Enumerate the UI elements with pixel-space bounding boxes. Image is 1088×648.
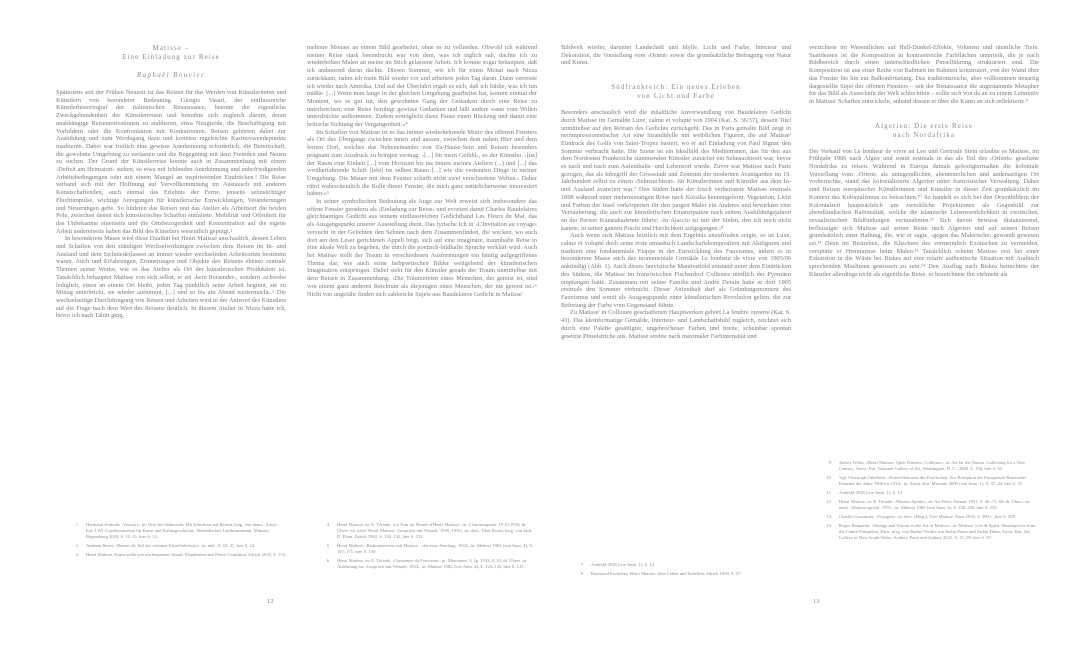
section-heading-line: Südfrankreich: Ein neues Erleben: [611, 83, 741, 92]
section-heading: [561, 83, 791, 101]
footnote-text: Raymond Escholier, Henri Matisse. Sein Leben und Schaffen, Zürich 1958, S. 37.: [591, 571, 742, 576]
footnote: [56, 522, 286, 540]
paragraph: mehrere Monate an einem Bild gearbeitet, ohne es zu vollenden. Obwohl ich während meiner Reise stark beeindruckt war von dem, was ich täglich sah, dachte ich zu wiederholten Malen an meine im Stich gelassene Arbeit. Ich konnte sogar behaupten, daß ich andauernd daran dachte. Diesen Sommer, wie ich für einen Monat nach Nizza zurückkam, nahm ich mein Bild wieder vor und arbeitete jeden Tag daran. Dann verreiste ich wieder nach Amerika. Und auf der Überfahrt ergab es sich, daß ich fühlte, was ich tun müßte. [...] Wenn man lange in der gleichen Umgebung gearbeitet hat, kommt einmal der Moment, wo es gut tut, den gewohnten Gang der Gedanken durch eine Reise zu unterbrechen; eine Reise beruhigt gewisse Gedanken und läßt andere sonst vom Willen unterdrückte aufkommen. Zudem ermöglicht diese Pause einen Rückzug und damit eine kritische Sichtung der Vergangenheit.«⁴: [307, 44, 537, 129]
footnote-text: Henri Matisse, Kunst sollte wie ein bequemer Sessel. Plaudereien mit Pierre Courthion, Zürich 2018, S. 174.: [86, 552, 286, 557]
footnote-text: Arnhold 2018 (wie Anm. 1), S. 13.: [839, 490, 904, 495]
footnote-number: 10: [826, 475, 831, 480]
footnote: [307, 558, 537, 570]
footnote: [809, 460, 1039, 472]
paragraph: In besonderem Masse wird diese Dualität bei Henri Matisse anschaulich, dessen Leben und Schaffen von den ständigen Wechselwirkungen zwischen dem Reisen im In- und Ausland und dem Sichniederlassen an immer wieder wechselnden Arbeitsorten bestimmt waren. Auch und Erfahrungen, Erinnerungen und Objekte des Reisens ebenso zentrale Themen seiner Werke, wie es das Atelier als Ort der künstlerischen Produktion ist. Tatsächlich behauptet Matisse von sich selbst, er sei ›kein Reisender‹, sondern ›schwebe lediglich, einen an einem Ort bleibt, jeden Tag pünktlich seine Arbeit beginnt, sie zu Mittag unterbricht, sie wieder aufnimmt, [...] und so bis am Abend weitermacht‹.³ Die wechselseitige Durchdringung von Reisen und Arbeiten wird in der Antwort des Künstlers auf die Frage nach dem Wert des Reisens deutlich. In diesem Atelier in Nizza hatte ich, bevor ich nach Tahiti ging,: [56, 235, 286, 320]
footnote-number: 11: [826, 490, 831, 495]
paragraph: Bildwelt wieder, darunter Landschaft und Idylle, Licht und Farbe, Interieur und Dekoration, die Vorstellung vom ›Orient‹ sowie die grundsätzliche Befragung von Natur und Kunst.: [561, 44, 791, 67]
footnote-number: 5: [326, 543, 329, 548]
paragraph: In seiner symbolischen Bedeutung als Auge zur Welt erweist sich insbesondere das offene Fenster geradezu als ›Einladung zur Reise‹ und evoziert damit Charles Baudelaires gleichnamiges Gedicht aus seinem einflussreichen Gedichtband Les Fleurs du Mal, das als Ausgangspunkt unserer Ausstellung dient. Das lyrische Ich in ›L'Invitation au voyage‹ versucht in der Geliebten den Sehnen nach dem Zusammenfinden, die wecken, wo auch dort am den Leser gerichteten Appell birgt, sich auf eine imaginäre, traumhafte Reise in eine ideale Welt zu begeben, die durch die poetisch-bildhafte Sprache verklärt wird. Auch bei Matisse stellt der Traum in verschiedenen Ausformungen ein häufig aufgegriffenes Thema dar, wie auch seine farbpoetischen Bilder weitgehend der künstlerischen Imagination entspringen. Dabei steht für den Künstler gerade der Traum unmittelbar mit dem Reisen in Zusammenhang: ›Die Träumereien eines Menschen, der gereist ist, sind von einem ganz anderen Reichtum als diejenigen eines Menschen, der nie gereist ist.‹⁶ Nicht von ungefähr finden sich zahlreiche Sujets aus Baudelaires Gedicht in Matisse': [307, 198, 537, 298]
footnote-number: 4: [326, 522, 329, 527]
footnote: [809, 523, 1039, 541]
paragraph: Im Schaffen von Matisse ist es das immer wiederkehrende Motiv des offenen Fensters als Ort des Übergangs zwischen innen und aussen, zwischen dem nahen Hier und dem fernen Dort, welches das Nebeneinander von Zu-Hause-Sein und Reisen besonders prägnant zum Ausdruck zu bringen vermag: ›[...] für mein Gefühl‹, so der Künstler, ›[ist] der Raum eine Einheit [...] vom Horizont bis ins Innere meines Ateliers (...) und [...] das vorüberfahrende Schiff [lebt] im selben Raum [...] wie die vertrauten Dinge in meiner Umgebung. Die Mauer mit dem Fenster schafft nicht zwei verschiedene Welten.‹ Daher rührt wahrscheinlich die Rolle dieser Fenster, die mich ganz natürlicherweise interessiert haben.«⁵: [307, 128, 537, 198]
footnotes-column-2: [307, 522, 537, 573]
article-heading: [56, 44, 286, 80]
footnote-text: Hermann Arnhold, ›Vorwort‹, in: Orte der Sehnsucht. Mit Künstlern auf Reisen, hrsg. von dems., Ausst.-Kat. LWL-Landesmuseum für Kunst und Kulturgeschichte, Westfälisches Landesmuseum, Münster, Regensburg 2018, S. 12–15, hier S. 12.: [86, 522, 279, 539]
footnote: [561, 562, 791, 568]
footnote-number: 13: [826, 514, 831, 519]
footnote-text: Henri Matisse, ›Radiointerview mit Matisse – das erste Sendung, 1942‹, in: Matisse 1982 (wie Anm. 4), S. 167–171, hier S. 150.: [337, 543, 533, 554]
section-heading-line: von Licht und Farbe: [637, 92, 715, 101]
footnote: [809, 475, 1039, 487]
footnote-text: Arnhold 2018 (wie Anm. 1), S. 14.: [591, 562, 656, 567]
footnote-number: 9: [828, 460, 831, 465]
article-subtitle: Eine Einladung zur Reise: [122, 53, 220, 61]
footnote: [56, 543, 286, 549]
footnote-text: Henri Matisse, in: E. Tériade, ›Constance du Fauvisme‹, in: Minotaure, 3, Jg. 1933, 9, 10; dt. Übers. in Anlehnung an: ›Gespräch mit Tériade, 1933‹, in: Matisse 1982 (wie Anm. 4), S. 124–126, hier S. 125.: [337, 558, 526, 569]
footnote: [809, 499, 1039, 511]
footnotes-column-1: [56, 522, 286, 561]
footnote: [307, 543, 537, 555]
paragraph: Auch wenn sich Matisse letztlich mit dem Ergebnis unzufrieden zeigte, so ist Luxe, calme et volupté doch seine erste atmadisch Landschaftskomposition mit Aktfiguren und markiert eine fundamentale Etappe in der Entwicklung des Fauvismus, indem es in besonderem Masse auch das monumentale Gemälde Le bonheur de vivre von 1905/06 ankündigt (Abb. 1). Auch dieses fauvistische Manifestbild entstand unter dem Eindrücken des Südens, die Matisse im französischen Fischerdorf Collioure nördlich der Pyrenäen empfangen hatte. Zusammen mit seiner Familie und André Derain hatte er dort 1905 erstmals den Sommer verbracht. Dieser Aufenthalt darf als Gründungsmoment des Fauvismus und somit als Ausgangspunkt einer künstlerischen Revolution gelten, die zur Befreiung der Farbe vom Gegenstand führte.: [561, 232, 791, 309]
footnote-text: Charles Cousturier, ›Voyagers‹, in: ders. (Hrsg.), Two Matisse, Paris 2018, S. 300 f., hier S. 300.: [839, 514, 1017, 519]
footnote-number: 3: [75, 552, 78, 557]
footnote: [307, 522, 537, 540]
paragraph: Zu Matisse' in Collioure geschaffenen Hauptwerken gehört La fenêtre ouverte (Kat. S. 43). Das kleinformatige Gemälde, Interieur- und Landschaftsbild zugleich, zeichnet sich durch eine Palette gesättigter, ungebrochener Farben und breite, scheinbar spontan gesetzte Pinselstriche aus. Matisse strebte nach maximaler Farbintensität und: [561, 309, 791, 340]
paragraph: Der Verkauf von Le bonheur de vivre an Leo und Gertrude Stein erlaubte es Matisse, im Frühjahr 1906 nach Algier und somit erstmals in das als Teil des ›Orients‹ gesehene Nordafrika zu reisen. Während in Europa damals gefestigtermaßen die koloniale Vorstellung vom ›Orient‹ als untugendlichen, abenteuerlichen und andersartigen Ort vorherrschte, stand das kolonialisierte Algerien unter französischer Verwaltung. Daher sind Reisen europäischer Künstlerinnen und Künstler in dieser Zeit grundsätzlich im Kontext des Kolonialismus zu betrachten.¹⁰ So handelt es sich bei den Orientbildern der Kolonialzeit hauptsächlich um zweckliche Projektionen als Gegenbild zur abendländischen Rationalität, welche die islamische Lebenswirklichkeit in exotischen, sexualistischen Bildfindungen verinnahmen.¹¹ Sich davon bewusst distanzierend, befleissigte sich Matisse auf seiner Reise nach Algerien und auf seinen Reisen grundsätzlich einer Haltung, die, wie er sagte, ›gegen das Malerische‹ gewandt gewesen sei.¹² Denn im Bestreben, die Klischees des vermeintlich Exotischen zu vermeiden, verspürte er Hemmnisse beim Malen.¹³ Tatsächlich scheint Matisse erst bei einer Exkursion in die Wüste bei Biskra auf eine relativ authentische Situation mit Arabisch sprechenden Muslimen gestossen zu sein.¹⁴ Den Ausflug nach Biskra betrachtete der Künstler allerdings nicht als eigentliche Reise, er bezeichnete ihn vielmehr als: [809, 147, 1039, 278]
article-title: Matisse –: [152, 44, 190, 52]
text-column-4: [809, 44, 1039, 279]
paragraph: Besonders anschaulich wird die inhaltliche Anverwandlung von Baudelaires Gedicht durch Matisse im Gemälde Luxe, calme et volupté von 1904 (Kat. S. 36/37), dessen Titel unmittelbar auf den Refrain des Gedichts zurückgeht. Das in Paris gemalte Bild zeigt in neoimpressionistischer Art eine Strandidylle mit weiblichen Figuren, die auf Matisse' Eindruck des Golfs von Saint-Tropez basiert, wo er auf Einladung von Paul Signac den Sommer verbracht hatte. Die Szene ist ein Idealbild des Mediterranen, das für den aus dem Nordosten Frankreichs stammenden Künstler zunächst ein Sehnsuchtsort war, bevor es nach und nach zum Aufenthalts- und Lebensort wurde. Zuvor war Matisse nach Paris gezogen, das als Inbegriff der Grossstadt und Zentrum der modernen Avantgarden im 19. Jahrhundert selbst zu einem ›Sehnsuchtsort‹ für Künstlerinnen und Künstler aus dem In- und Ausland avanciert war.⁷ Den Süden hatte der frisch verheiratete Matisse erstmals 1898 während einer mehrmonatigen Reise nach Korsika kennengelernt. Vegetation, Licht und Farben der Insel verkörperten für den jungen Maler ein Anderes und bewirkten eine Verzauberung, die auch zur künstlerischen Emanzipation nach seinen Ausbildungsjahren an der Pariser Kunstakademie führte: ›In Ajaccio ist mir der Süden, den ich noch nicht kannte, in seiner ganzen Pracht und Herrlichkeit aufgegangen.‹⁸: [561, 109, 791, 232]
footnote: [561, 571, 791, 577]
footnote: [809, 490, 1039, 496]
section-heading-line: Algerien: Die erste Reise: [874, 121, 974, 130]
footnotes-column-3: [561, 562, 791, 580]
paragraph: verzichtete im Wesentlichen auf Hell-Dunkel-Effekte, Volumen und räumliche Tiefe. Stattdessen ist die Komposition in kontrastreiche Farbflächen unterteilt, die je nach Bildbereich durch einen unterschiedlichen Pinselführung strukturiert sind. Die Komposition ist aus einer Reihe von Rahmen im Rahmen konstruiert, von der Wand über das Fenster bis hin zur Balkonbrüstung. Das traditionsreiche, aber vollkommen neuartig dargestellte Sujet des offenen Fensters – seit der Renaissance die angestammte Metapher für das Bild als Ausschnitt der Welt schlechthin – sollte sich von da an zu einem Leitmotiv in Matisse' Schaffen entwickeln, anhand dessen er über die Kunst an sich reflektierte.⁹: [809, 44, 1039, 105]
page-number-right: 13: [813, 598, 820, 605]
footnote: [56, 552, 286, 558]
footnote-text: Henri Matisse, in: E. Tériade, ›Le Tour du Monde d'Henri Matisse‹, in: L'Intransigeant, 19.10.1930; dt. Übers. zit. nach: Henri Matisse, ›Gespräch mit Tériade, 1929–1930‹, in: ders., Über Kunst, hrsg. von Jack D. Flam, Zürich 1982, S. 130–132, hier S. 131.: [337, 522, 532, 539]
article-author: Raphaël Bouvier: [136, 71, 206, 79]
text-column-1: [56, 44, 286, 320]
text-column-3: [561, 44, 791, 340]
section-heading: [809, 122, 1039, 140]
footnote-number: 14: [826, 523, 831, 528]
footnote-number: 1: [75, 522, 78, 527]
footnote-number: 2: [75, 543, 78, 548]
footnote-text: Andreas Beyer, ›Reisen als Teil des schönen Künstlerberufes‹, in: ebd., S. 24–31, hier S. 24.: [86, 543, 256, 548]
footnote-number: 7: [580, 562, 583, 567]
paragraph: Spätestens seit der Frühen Neuzeit ist das Reisen für das Werden von Künstlerinnen und Künstlern von besonderer Bedeutung. Giorgio Vasari, der einflussreiche Künstlerhistoriograf der italienischen Renaissance, betonte die eigentliche Zweckgebundenheit der Künstlerreisen und bemühte sich zugleich darum, deren unabhängige Reisemotivationen zu etablieren, etwa Neugierde, die Beschäftigung mit Vorbildern oder die Konfrontation mit Konkurrenten. Reisen gehörten dabei zur Ausbildung und zum Werdegang dazu und konnten regelrechte Karrierewendepunkte markieren. Dabei war freilich eine gewisse Anerkennung erforderlich, die Bereitschaft, die gewohnte Umgebung zu verlassen und die Begegnung mit dem Fremden und Neuen zu suchen. Der Grund der Künstlerreise konnte auch in Zusammenhang mit einem ›Defizit am Heimatort‹ stehen, so etwa mit fehlenden Anerkennung und unbefriedigenden Arbeitsbedingungen oder mit einem Mangel an inspirierenden Eindrücken.¹ Die Reise verband sich mit der Hoffnung auf Vervollkommnung im Austausch mit anderen Kunstschaffenden, auch einmal das Erlebnis der Ferne, jenseits sehnsüchtiger Fluchtimpulse, wichtige Anregungen für künstlerische Entwicklungen, Veränderungen und Neuerungen gebe. So bildeten das Reisen und das Atelier als Arbeitsort die beiden Pole, zwischen denen sich künstlerisches Schaffen entfaltete. Mobilität und Offenheit für das Unbekannte einerseits und die Ortsbezogenheit und Konzentration auf die eigene Arbeit andererseits haben das Bild des Künstlers wesentlich geprägt.²: [56, 89, 286, 235]
footnote-text: Jeffrey Weiss, ›Henri Matisse, Open Window, Collioure‹, in: Art for the Nation. Collecting for a New Century, Ausst.-Kat. National Gallery of Art, Washington, D. C., 2000, S. 194, hier S. 93.: [839, 460, 1026, 471]
footnote-text: Vgl. Christoph Otterbeck, ›Konstellationen des Exotischen. Zur Rezeption der Europäisch-Russischer Künstler der Jahre 1900 bis 1914‹, in: Ausst.-Kat. Museum 2009 (wie Anm. 1), S. 37–44, hier S. 37.: [839, 475, 1027, 486]
section-heading-line: nach Nordafrika: [892, 130, 956, 139]
text-column-2: [307, 44, 537, 298]
footnote-number: 12: [826, 499, 831, 504]
footnote: [809, 514, 1039, 520]
footnote-text: Henri Matisse, in: E. Tériade, ›Matisse Speaks‹, in: Art News Annual, 1951, S. 40–71, 60; dt. Übers. zit. nach: ›Matisse spricht, 1951‹, in: Matisse 1982 (wie Anm. 4), S. 230–238, hier S. 239.: [839, 499, 1031, 510]
footnote-number: 8: [580, 571, 583, 576]
footnote-number: 6: [326, 558, 329, 563]
page-number-left: 12: [267, 598, 274, 605]
footnotes-column-4: [809, 460, 1039, 544]
footnote-text: Roger Benjamin, ›Vintage and Visions in the Art of Matisse‹, in: Matisse. Life & Spirit. Masterpieces from the Centre Pompidou, Paris, hrsg. von Ruthie Verdier mit Justin Paton und Jackie Dunn, Ausst.-Kat. Art Gallery of New South Wales, Sydney, Paris und Sydney 2021, S. 37–39, hier S. 37.: [839, 523, 1036, 540]
